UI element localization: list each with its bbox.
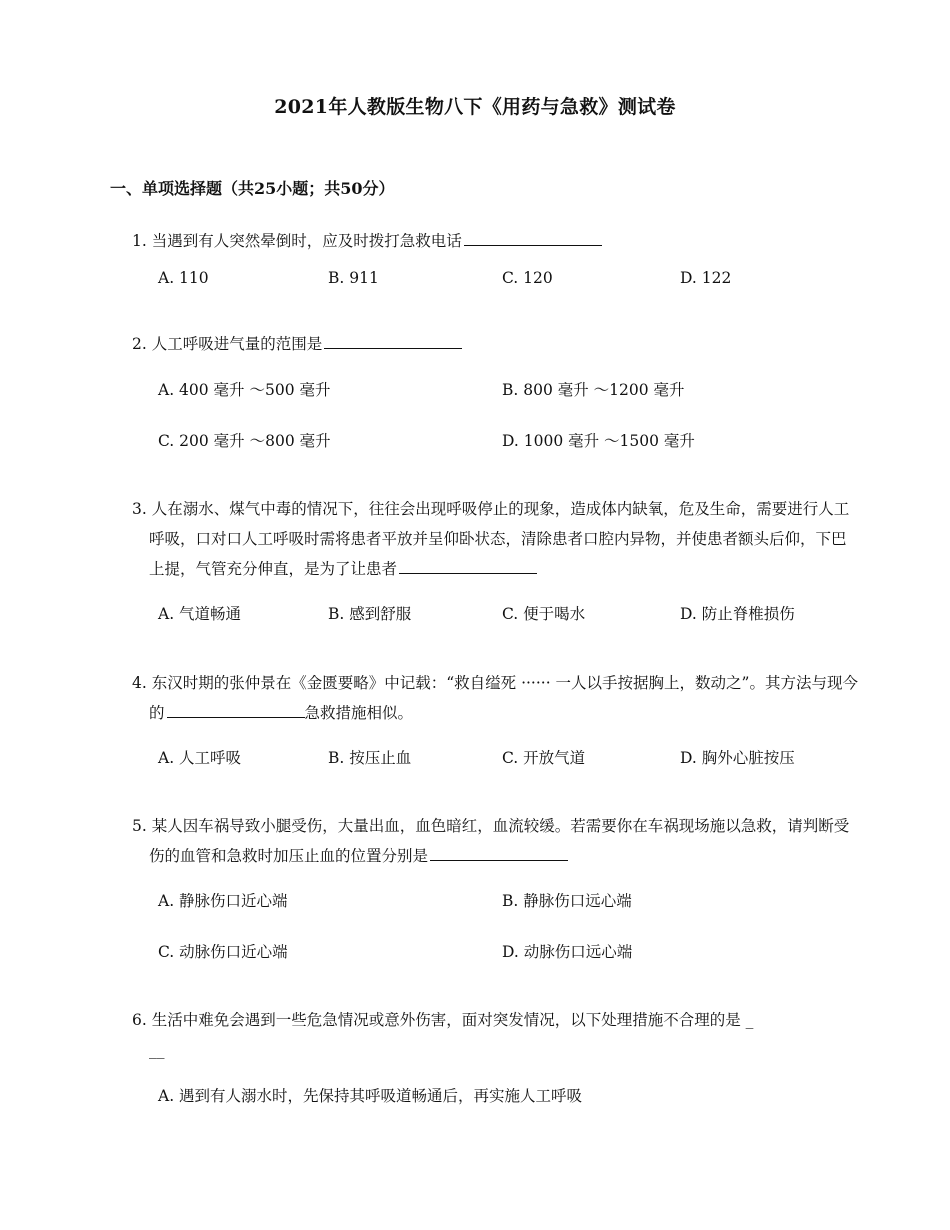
question-3-option-a: A. 气道畅通 — [158, 605, 242, 623]
question-1-option-b: B. 911 — [328, 269, 379, 287]
question-3-option-c: C. 便于喝水 — [502, 605, 586, 623]
answer-blank — [399, 555, 537, 574]
question-5-option-d: D. 动脉伤口远心端 — [502, 943, 633, 961]
page-title: 2021年人教版生物八下《用药与急救》测试卷 — [274, 96, 676, 118]
question-4-option-c: C. 开放气道 — [502, 749, 586, 767]
question-2-option-a: A. 400 毫升 ～500 毫升 — [158, 381, 331, 399]
question-4-text-b: 急救措施相似。 — [304, 704, 414, 722]
question-2-option-b: B. 800 毫升 ～1200 毫升 — [502, 381, 685, 399]
question-4-stem — [132, 668, 861, 728]
question-3-stem — [132, 494, 861, 584]
question-4-option-b: B. 按压止血 — [328, 749, 412, 767]
question-1-text: 1. 当遇到有人突然晕倒时，应及时拨打急救电话 — [132, 232, 462, 250]
question-5-option-c: C. 动脉伤口近心端 — [158, 943, 288, 961]
answer-blank — [167, 699, 305, 718]
question-6-text: 6. 生活中难免会遇到一些危急情况或意外伤害，面对突发情况，以下处理措施不合理的是 _ — [132, 1011, 754, 1029]
section-heading: 一、单项选择题（共25小题；共50分） — [110, 179, 395, 198]
question-4-option-a: A. 人工呼吸 — [158, 749, 242, 767]
question-1-option-c: C. 120 — [502, 269, 553, 287]
question-4-option-d: D. 胸外心脏按压 — [680, 749, 795, 767]
question-2-option-c: C. 200 毫升 ～800 毫升 — [158, 432, 331, 450]
answer-blank — [430, 842, 568, 861]
question-5-option-a: A. 静脉伤口近心端 — [158, 892, 288, 910]
question-1-option-d: D. 122 — [680, 269, 732, 287]
question-6-option-a: A. 遇到有人溺水时，先保持其呼吸道畅通后，再实施人工呼吸 — [158, 1087, 583, 1105]
question-5-option-b: B. 静脉伤口远心端 — [502, 892, 632, 910]
question-3-option-d: D. 防止脊椎损伤 — [680, 605, 795, 623]
question-3-option-b: B. 感到舒服 — [328, 605, 412, 623]
question-2-stem — [132, 329, 844, 359]
answer-blank — [464, 227, 602, 246]
question-2-option-d: D. 1000 毫升 ～1500 毫升 — [502, 432, 695, 450]
question-5-text: 5. 某人因车祸导致小腿受伤，大量出血，血色暗红，血流较缓。若需要你在车祸现场施以急救，请判断受伤的血管和急救时加压止血的位置分别是 — [132, 817, 850, 865]
question-6-text-tail: __ — [149, 1041, 165, 1059]
question-5-stem — [132, 811, 861, 871]
question-1-stem — [132, 226, 844, 256]
question-3-text: 3. 人在溺水、煤气中毒的情况下，往往会出现呼吸停止的现象，造成体内缺氧，危及生命，需要进行人工呼吸，口对口人工呼吸时需将患者平放并呈仰卧状态，清除患者口腔内异物，并使患者额头后仰，下巴上提，气管充分伸直，是为了让患者 — [132, 500, 850, 578]
question-1-option-a: A. 110 — [158, 269, 209, 287]
question-2-text: 2. 人工呼吸进气量的范围是 — [132, 335, 323, 353]
question-4-text-a: 4. 东汉时期的张仲景在《金匮要略》中记载：“救自缢死 ······ 一人以手按据胸上，数动之”。其方法与现今的 — [132, 674, 858, 722]
question-6-stem — [132, 1005, 861, 1065]
answer-blank — [324, 330, 462, 349]
